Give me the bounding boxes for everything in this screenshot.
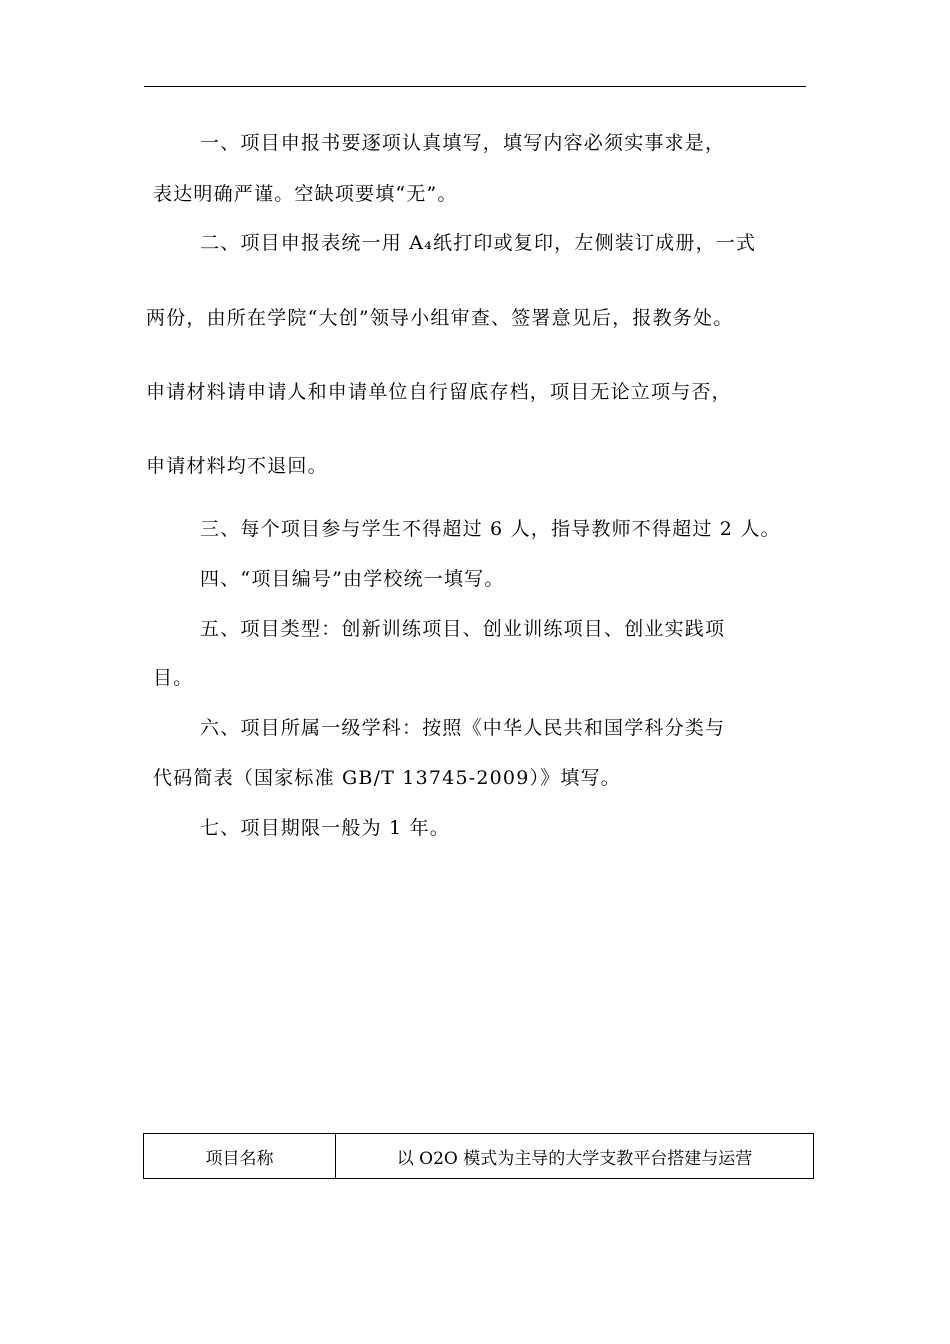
instruction-5-line-2: 目。 bbox=[153, 667, 194, 689]
header-rule bbox=[144, 86, 806, 87]
instruction-6-line-2: 代码简表（国家标准 GB/T 13745-2009）》填写。 bbox=[153, 767, 622, 789]
instruction-7: 七、项目期限一般为 1 年。 bbox=[200, 817, 450, 839]
instruction-2-line-1: 二、项目申报表统一用 A₄纸打印或复印，左侧装订成册，一式 bbox=[200, 232, 757, 254]
instruction-2-line-3: 申请材料请申请人和申请单位自行留底存档，项目无论立项与否， bbox=[146, 381, 732, 403]
project-name-value: 以 O2O 模式为主导的大学支教平台搭建与运营 bbox=[396, 1148, 753, 1169]
instruction-2-line-2: 两份，由所在学院“大创”领导小组审查、签署意见后，报教务处。 bbox=[146, 307, 734, 329]
project-name-table bbox=[143, 1133, 814, 1179]
instruction-6-line-1: 六、项目所属一级学科：按照《中华人民共和国学科分类与 bbox=[200, 717, 726, 739]
instruction-2-line-4: 申请材料均不退回。 bbox=[146, 455, 328, 477]
instruction-1-line-1: 一、项目申报书要逐项认真填写，填写内容必须实事求是， bbox=[200, 132, 726, 154]
instruction-1-line-2: 表达明确严谨。空缺项要填“无”。 bbox=[153, 183, 458, 205]
project-name-label: 项目名称 bbox=[144, 1134, 336, 1178]
instruction-4: 四、“项目编号”由学校统一填写。 bbox=[200, 568, 505, 590]
instruction-5-line-1: 五、项目类型：创新训练项目、创业训练项目、创业实践项 bbox=[200, 618, 726, 640]
instruction-3: 三、每个项目参与学生不得超过 6 人，指导教师不得超过 2 人。 bbox=[200, 518, 781, 540]
